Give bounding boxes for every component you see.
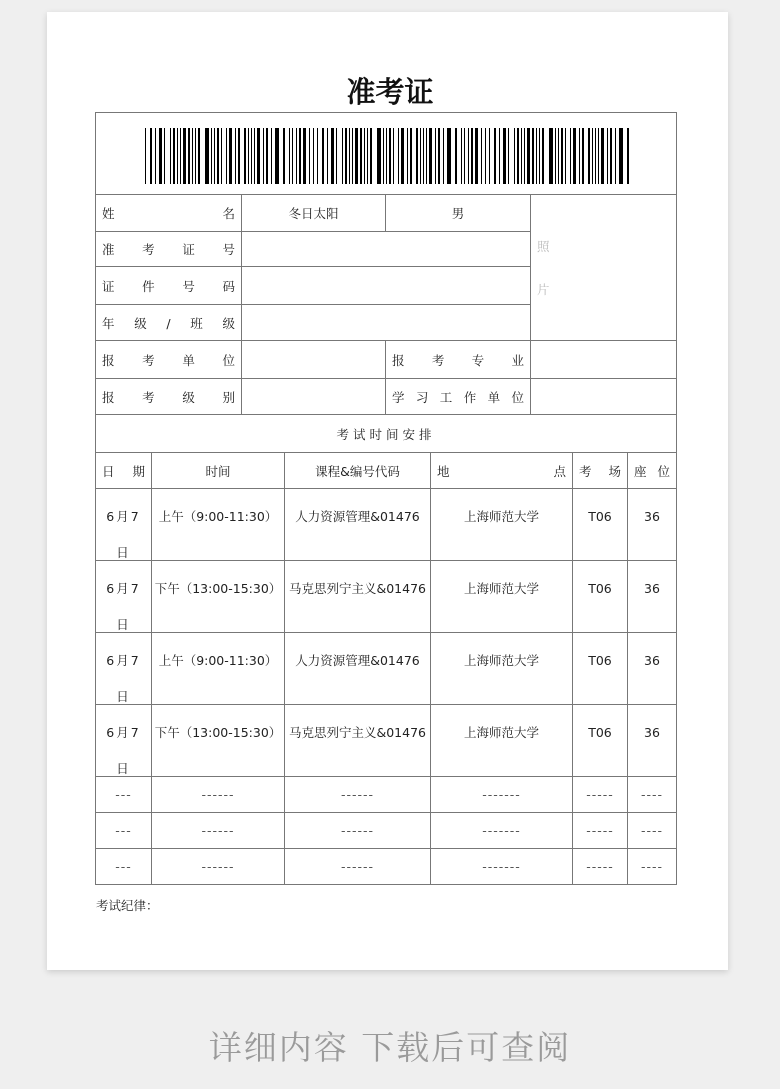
barcode-bar (322, 128, 324, 184)
schedule-exam-room-cell: T06 (572, 488, 628, 561)
grade-class-label: 年级/班级 (102, 315, 235, 331)
schedule-time-cell: 下午（13:00-15:30） (151, 560, 285, 633)
barcode-bar (251, 128, 252, 184)
barcode-bar (377, 128, 381, 184)
barcode-bar (565, 128, 566, 184)
barcode-bar (489, 128, 490, 184)
barcode-bar (303, 128, 306, 184)
empty-seat-cell: ---- (627, 848, 677, 885)
empty-location-cell: ------- (430, 812, 573, 849)
barcode-bar (386, 128, 387, 184)
barcode-bar (180, 128, 181, 184)
ticket-number-label-cell (95, 231, 242, 267)
barcode-bar (420, 128, 421, 184)
barcode-bar (313, 128, 314, 184)
schedule-header: 考场 (579, 463, 621, 479)
exam-level-label-cell (95, 378, 242, 415)
barcode-bar (503, 128, 506, 184)
barcode-bar (195, 128, 196, 184)
barcode-bar (532, 128, 534, 184)
schedule-exam-room-cell: T06 (572, 704, 628, 777)
schedule-date-cell: 6月7日 (95, 704, 152, 777)
id-number-field[interactable] (241, 266, 531, 305)
photo-label: 片 (537, 281, 550, 297)
exam-unit-label: 报考单位 (102, 352, 235, 368)
barcode-bar (221, 128, 222, 184)
empty-seat-cell: ---- (627, 812, 677, 849)
barcode-bar (317, 128, 318, 184)
barcode-bar (595, 128, 596, 184)
barcode-bar (438, 128, 440, 184)
barcode-bar (582, 128, 584, 184)
barcode-bar (177, 128, 178, 184)
barcode-bar (393, 128, 394, 184)
photo-box (530, 194, 677, 341)
exam-major-field[interactable] (530, 340, 677, 379)
barcode-bar (461, 128, 462, 184)
barcode-bar (619, 128, 623, 184)
barcode-bar (494, 128, 496, 184)
barcode-bar (598, 128, 599, 184)
empty-exam-room-cell: ----- (572, 848, 628, 885)
barcode-bar (542, 128, 544, 184)
schedule-time-cell: 上午（9:00-11:30） (151, 632, 285, 705)
barcode-bar (170, 128, 171, 184)
grade-class-field[interactable] (241, 304, 531, 341)
schedule-location-cell: 上海师范大学 (430, 704, 573, 777)
schedule-header: 地点 (437, 463, 566, 479)
footer-note: 详细内容 下载后可查阅 (208, 1028, 572, 1067)
empty-time-cell: ------ (151, 776, 285, 813)
barcode-bar (521, 128, 522, 184)
schedule-header-cell (430, 452, 573, 489)
exam-major-label-cell (385, 340, 531, 379)
barcode-bar (367, 128, 368, 184)
exam-unit-field[interactable] (241, 340, 386, 379)
exam-major-label: 报考专业 (392, 352, 524, 368)
barcode-bar (398, 128, 399, 184)
work-unit-label-cell (385, 378, 531, 415)
barcode-bar (610, 128, 612, 184)
barcode-bar (188, 128, 190, 184)
barcode-bar (443, 128, 444, 184)
barcode-bar (327, 128, 328, 184)
barcode-bar (627, 128, 629, 184)
schedule-header-cell (95, 452, 152, 489)
schedule-course-code-cell: 人力资源管理&01476 (284, 632, 431, 705)
id-number-label-cell (95, 266, 242, 305)
schedule-date-cell: 6月7日 (95, 560, 152, 633)
grade-class-label-cell (95, 304, 242, 341)
schedule-header: 日期 (102, 463, 145, 479)
barcode-bar (536, 128, 537, 184)
barcode-bar (588, 128, 590, 184)
barcode-bar (345, 128, 347, 184)
page-title: 准考证 (346, 75, 434, 109)
barcode-bar (364, 128, 365, 184)
empty-location-cell: ------- (430, 776, 573, 813)
barcode-bar (229, 128, 232, 184)
barcode-bar (455, 128, 457, 184)
barcode-bar (349, 128, 350, 184)
id-number-label: 证件号码 (102, 278, 235, 294)
gender-value[interactable]: 男 (385, 194, 531, 232)
empty-time-cell: ------ (151, 848, 285, 885)
barcode-bar (336, 128, 337, 184)
barcode-bar (173, 128, 175, 184)
barcode-bar (283, 128, 285, 184)
barcode-bar (275, 128, 279, 184)
name-label-cell (95, 194, 242, 232)
empty-date-cell: --- (95, 848, 152, 885)
barcode-bar (579, 128, 580, 184)
barcode-bar (205, 128, 209, 184)
barcode-bar (485, 128, 486, 184)
empty-date-cell: --- (95, 812, 152, 849)
schedule-header: 座位 (634, 463, 670, 479)
barcode-bar (352, 128, 353, 184)
barcode-bar (555, 128, 556, 184)
empty-exam-room-cell: ----- (572, 812, 628, 849)
barcode-bar (615, 128, 616, 184)
schedule-course-code-cell: 马克思列宁主义&01476 (284, 560, 431, 633)
schedule-seat-cell: 36 (627, 704, 677, 777)
barcode-bar (426, 128, 427, 184)
barcode-bar (592, 128, 593, 184)
schedule-seat-cell: 36 (627, 632, 677, 705)
ticket-number-field[interactable] (241, 231, 531, 267)
name-label: 姓名 (102, 206, 235, 221)
schedule-title: 考试时间安排 (95, 414, 677, 453)
barcode-bar (331, 128, 334, 184)
barcode-bar (289, 128, 290, 184)
exam-level-label: 报考级别 (102, 389, 235, 405)
schedule-header: 课程&编号代码 (284, 452, 431, 489)
barcode-bar (235, 128, 236, 184)
barcode-bar (355, 128, 358, 184)
schedule-header-cell (627, 452, 677, 489)
barcode-bar (292, 128, 293, 184)
barcode-bar (416, 128, 418, 184)
barcode-bar (226, 128, 227, 184)
empty-course-code-cell: ------ (284, 776, 431, 813)
barcode-bar (423, 128, 424, 184)
barcode-bar (383, 128, 384, 184)
barcode-bar (481, 128, 482, 184)
barcode-bar (159, 128, 162, 184)
schedule-exam-room-cell: T06 (572, 560, 628, 633)
empty-course-code-cell: ------ (284, 848, 431, 885)
barcode-bar (561, 128, 563, 184)
barcode-bar (401, 128, 404, 184)
schedule-course-code-cell: 马克思列宁主义&01476 (284, 704, 431, 777)
barcode-bar (164, 128, 165, 184)
barcode-bar (573, 128, 576, 184)
barcode-bar (244, 128, 246, 184)
schedule-seat-cell: 36 (627, 560, 677, 633)
name-value[interactable]: 冬日太阳 (241, 194, 386, 232)
barcode-bar (257, 128, 260, 184)
barcode-bar (248, 128, 249, 184)
schedule-location-cell: 上海师范大学 (430, 488, 573, 561)
barcode-bar (214, 128, 215, 184)
empty-location-cell: ------- (430, 848, 573, 885)
barcode-bar (192, 128, 193, 184)
barcode (145, 128, 635, 184)
barcode-bar (471, 128, 473, 184)
barcode-bar (254, 128, 255, 184)
barcode-bar (570, 128, 571, 184)
barcode-bar (211, 128, 212, 184)
empty-date-cell: --- (95, 776, 152, 813)
barcode-bar (435, 128, 436, 184)
schedule-header-cell (572, 452, 628, 489)
barcode-bar (601, 128, 604, 184)
empty-time-cell: ------ (151, 812, 285, 849)
empty-exam-room-cell: ----- (572, 776, 628, 813)
empty-course-code-cell: ------ (284, 812, 431, 849)
exam-level-field[interactable] (241, 378, 386, 415)
barcode-bar (508, 128, 509, 184)
barcode-bar (389, 128, 391, 184)
barcode-bar (410, 128, 412, 184)
barcode-bar (607, 128, 608, 184)
empty-seat-cell: ---- (627, 776, 677, 813)
barcode-bar (238, 128, 240, 184)
barcode-bar (266, 128, 268, 184)
barcode-bar (370, 128, 372, 184)
barcode-bar (263, 128, 264, 184)
barcode-bar (429, 128, 432, 184)
barcode-bar (499, 128, 500, 184)
barcode-bar (539, 128, 540, 184)
barcode-bar (183, 128, 186, 184)
barcode-bar (407, 128, 408, 184)
barcode-bar (296, 128, 297, 184)
schedule-date-cell: 6月7日 (95, 488, 152, 561)
exam-rules-label: 考试纪律： (96, 898, 159, 913)
schedule-time-cell: 下午（13:00-15:30） (151, 704, 285, 777)
barcode-bar (217, 128, 219, 184)
schedule-seat-cell: 36 (627, 488, 677, 561)
schedule-location-cell: 上海师范大学 (430, 560, 573, 633)
barcode-bar (468, 128, 469, 184)
barcode-bar (309, 128, 310, 184)
work-unit-label: 学习工作单位 (392, 389, 524, 405)
barcode-bar (475, 128, 478, 184)
barcode-bar (145, 128, 146, 184)
work-unit-field[interactable] (530, 378, 677, 415)
barcode-bar (447, 128, 451, 184)
schedule-date-cell: 6月7日 (95, 632, 152, 705)
schedule-location-cell: 上海师范大学 (430, 632, 573, 705)
barcode-bar (464, 128, 465, 184)
schedule-course-code-cell: 人力资源管理&01476 (284, 488, 431, 561)
barcode-bar (271, 128, 272, 184)
schedule-exam-room-cell: T06 (572, 632, 628, 705)
barcode-bar (155, 128, 156, 184)
barcode-bar (527, 128, 530, 184)
schedule-header: 时间 (151, 452, 285, 489)
barcode-bar (517, 128, 519, 184)
barcode-bar (360, 128, 362, 184)
barcode-bar (524, 128, 525, 184)
schedule-time-cell: 上午（9:00-11:30） (151, 488, 285, 561)
exam-unit-label-cell (95, 340, 242, 379)
barcode-bar (150, 128, 152, 184)
barcode-bar (549, 128, 553, 184)
photo-label: 照 (537, 239, 550, 255)
barcode-bar (299, 128, 301, 184)
barcode-bar (514, 128, 515, 184)
barcode-bar (558, 128, 559, 184)
barcode-bar (198, 128, 200, 184)
ticket-number-label: 准考证号 (102, 242, 235, 257)
barcode-bar (342, 128, 343, 184)
